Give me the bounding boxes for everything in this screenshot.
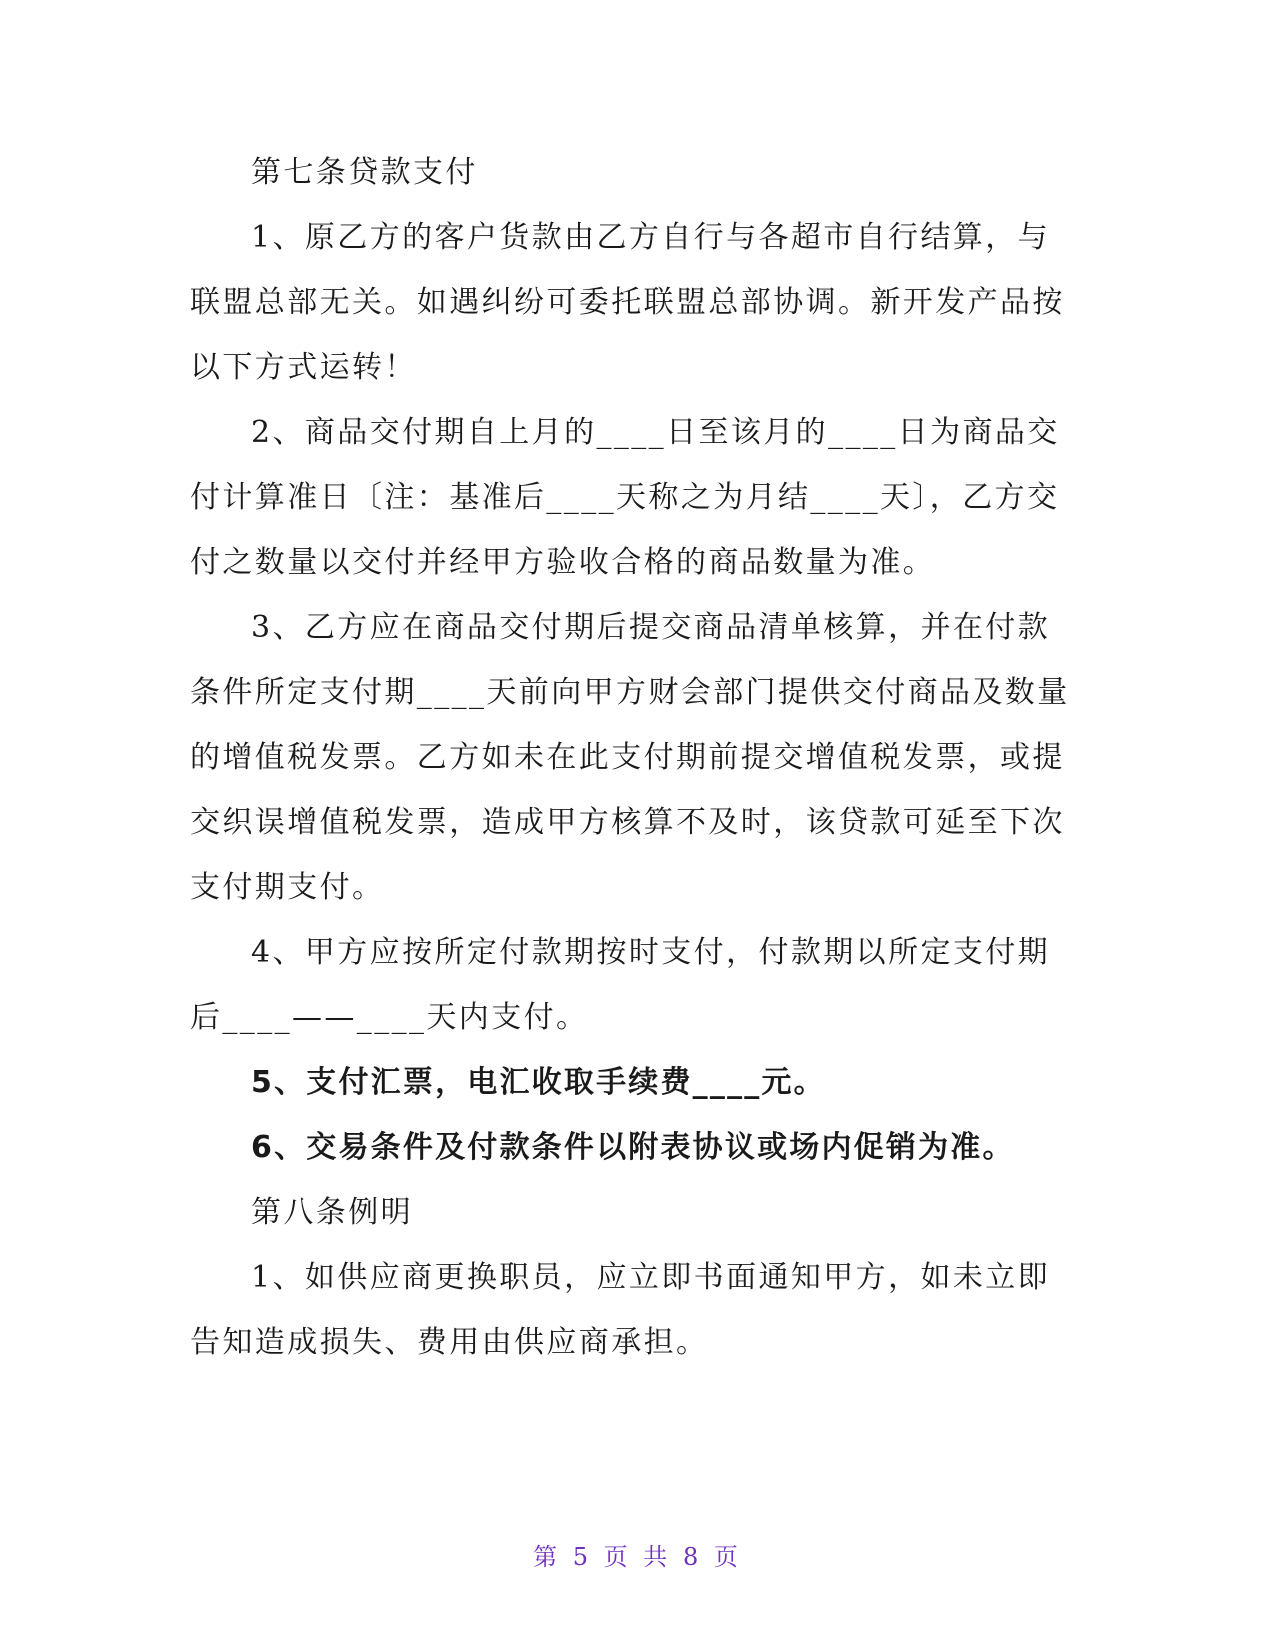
paragraph-line: 以下方式运转！ [190,350,417,385]
paragraph-line: 2、商品交付期自上月的____日至该月的____日为商品交 [251,415,1060,450]
paragraph-line: 联盟总部无关。如遇纠纷可委托联盟总部协调。新开发产品按 [190,285,1065,320]
paragraph-line: 后____——____天内支付。 [190,1000,589,1035]
document-body [190,140,1085,1375]
paragraph-line: 付之数量以交付并经甲方验收合格的商品数量为准。 [190,545,936,580]
paragraph-line: 付计算准日〔注：基准后____天称之为月结____天〕，乙方交 [190,480,1060,515]
article-8-heading: 第八条例明 [251,1195,413,1230]
article-7-heading: 第七条贷款支付 [251,155,478,190]
paragraph-line: 1、如供应商更换职员，应立即书面通知甲方，如未立即 [251,1260,1051,1295]
paragraph-line: 1、原乙方的客户货款由乙方自行与各超市自行结算，与 [251,220,1051,255]
paragraph-line: 条件所定支付期____天前向甲方财会部门提供交付商品及数量 [190,675,1070,710]
paragraph-line: 4、甲方应按所定付款期按时支付，付款期以所定支付期 [251,935,1051,970]
paragraph-line-bold: 6、交易条件及付款条件以附表协议或场内促销为准。 [251,1130,1015,1165]
paragraph-line: 的增值税发票。乙方如未在此支付期前提交增值税发票，或提 [190,740,1065,775]
paragraph-line: 交织误增值税发票，造成甲方核算不及时，该贷款可延至下次 [190,805,1065,840]
page-number-footer: 第 5 页 共 8 页 [533,1543,742,1571]
paragraph-line-bold: 5、支付汇票，电汇收取手续费____元。 [251,1065,826,1100]
paragraph-line: 告知造成损失、费用由供应商承担。 [190,1325,709,1360]
paragraph-line: 支付期支付。 [190,870,385,905]
paragraph-line: 3、乙方应在商品交付期后提交商品清单核算，并在付款 [251,610,1051,645]
